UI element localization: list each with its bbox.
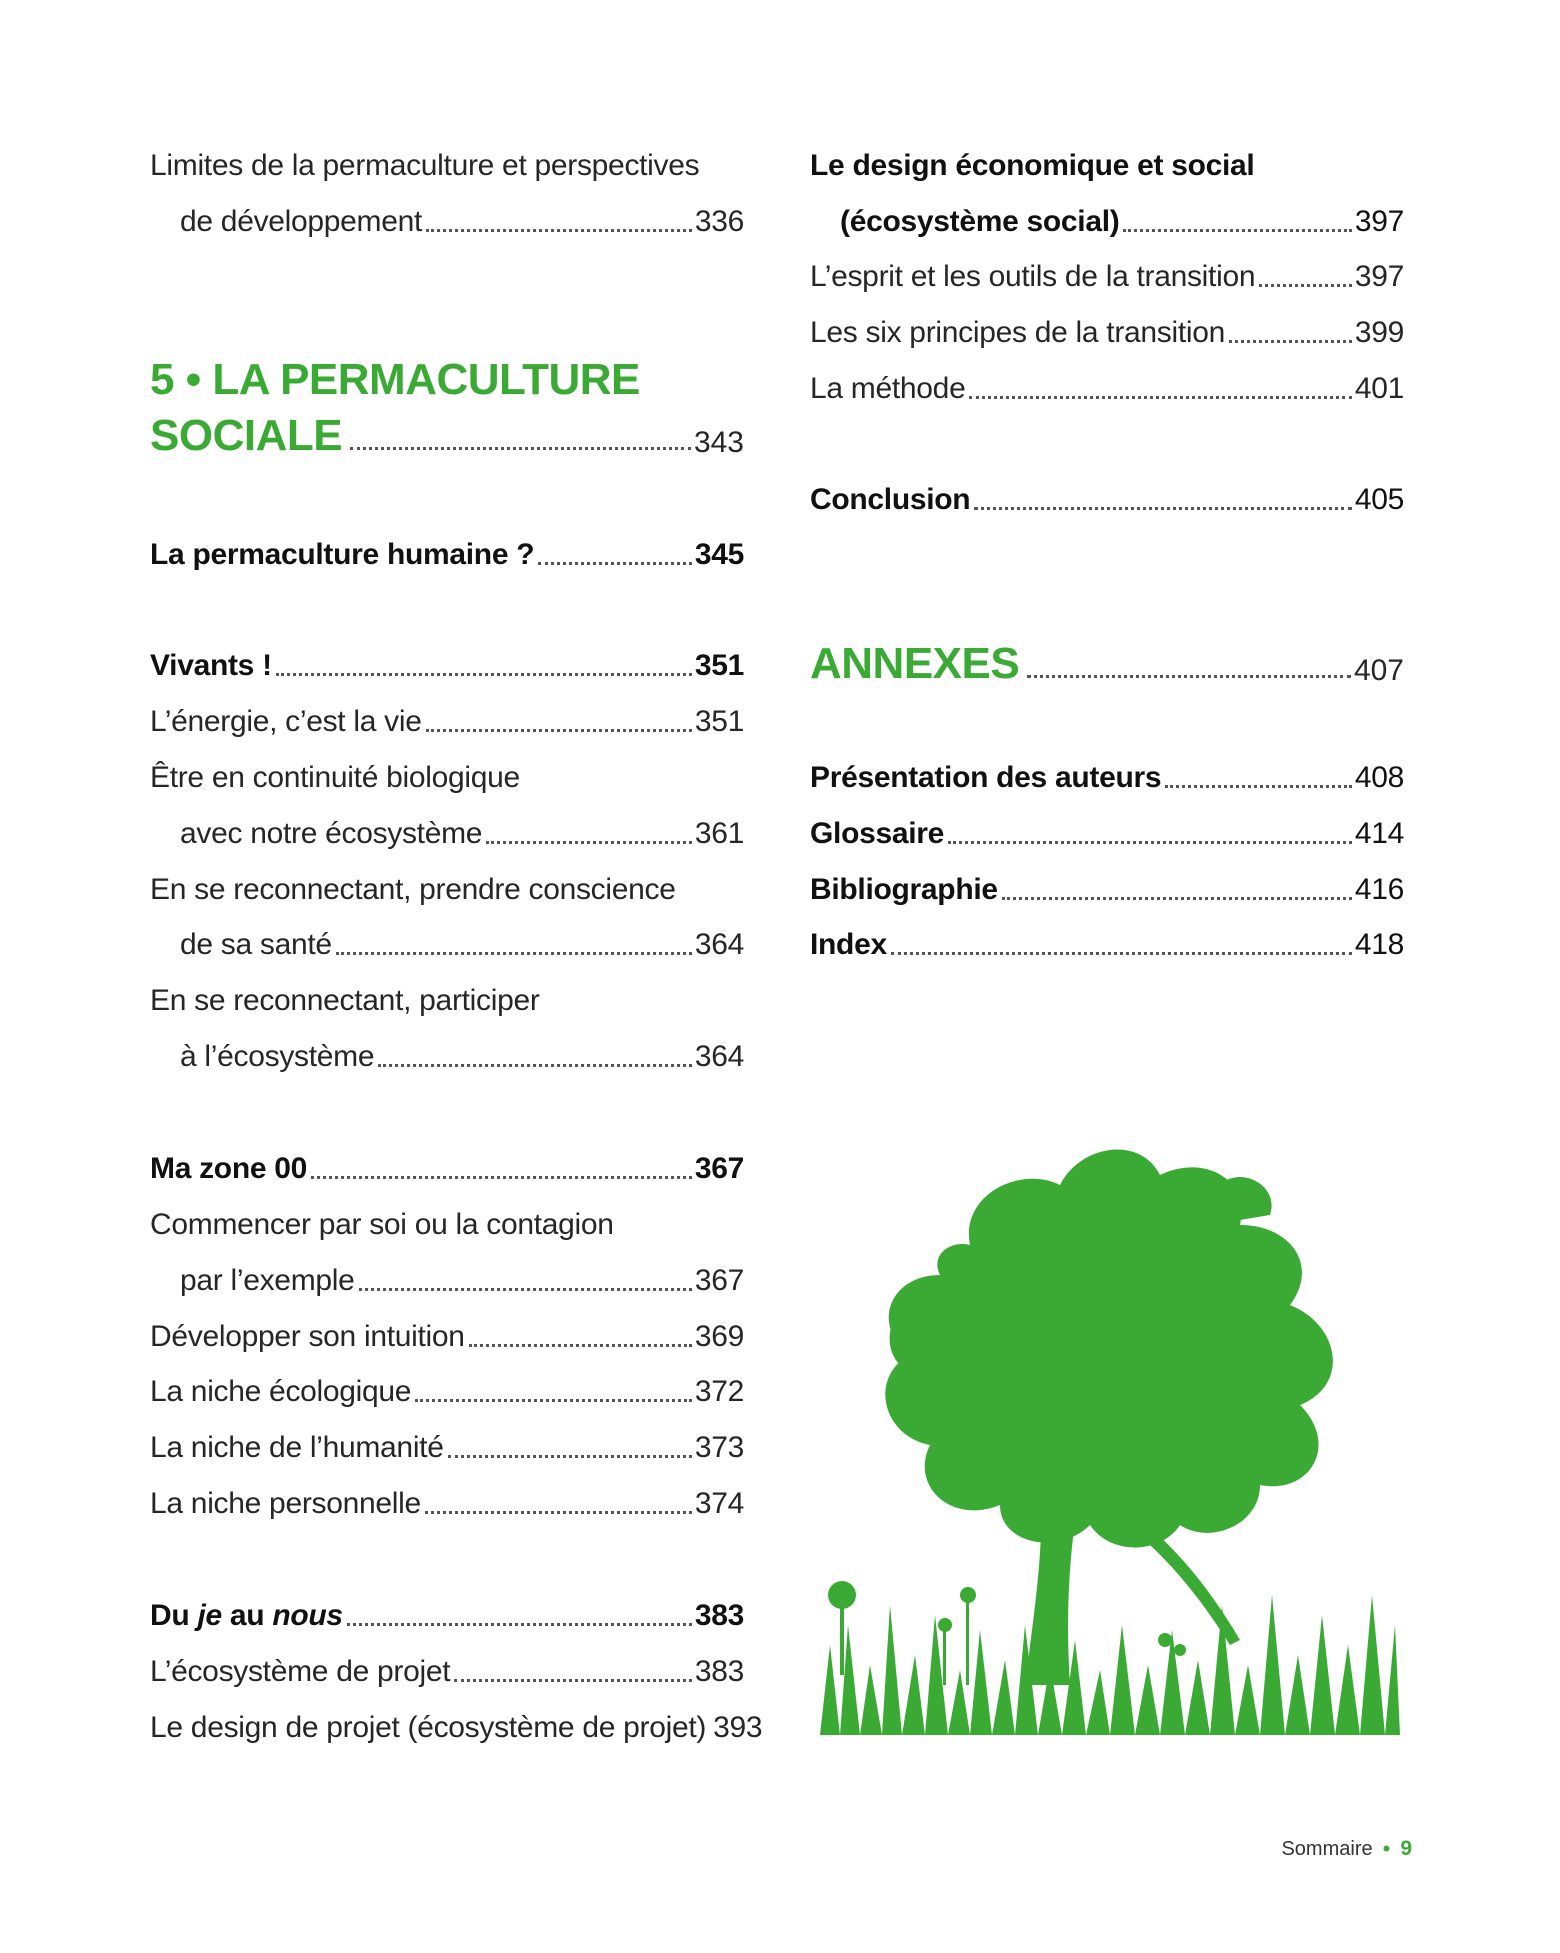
toc-section-title: Le design économique et social <box>810 149 1255 182</box>
page-footer <box>1281 1836 1412 1862</box>
toc-section-title: La permaculture humaine ? <box>150 538 535 571</box>
toc-entry[interactable] <box>150 1361 744 1411</box>
page-number: 351 <box>694 705 744 738</box>
toc-entry-title: par l’exemple <box>180 1264 355 1297</box>
toc-entry[interactable] <box>150 1641 744 1691</box>
toc-entry-title: Commencer par soi ou la contagion <box>150 1208 614 1241</box>
tree-silhouette-icon <box>820 1125 1400 1735</box>
leader-dots <box>1027 675 1351 678</box>
chapter-title-line[interactable] <box>150 408 744 464</box>
page-number: 407 <box>1353 654 1404 687</box>
toc-entry-title: Développer son intuition <box>150 1320 465 1353</box>
title-part: Du <box>150 1599 198 1632</box>
page-number: 364 <box>694 1040 744 1073</box>
toc-section-title: Vivants ! <box>150 649 272 682</box>
page-number: 345 <box>694 538 744 571</box>
footer-label: Sommaire <box>1281 1837 1373 1860</box>
leader-dots <box>426 229 692 232</box>
leader-dots <box>359 1288 692 1291</box>
toc-section[interactable] <box>150 1585 744 1635</box>
leader-dots <box>415 1399 692 1402</box>
toc-entry[interactable] <box>180 1026 744 1076</box>
chapter-title: 5 • LA PERMACULTURE <box>150 355 640 404</box>
leader-dots <box>425 1511 692 1514</box>
leader-dots <box>486 841 692 844</box>
page-number: 369 <box>694 1320 744 1353</box>
toc-entry-title: avec notre écosystème <box>180 817 483 850</box>
toc-entry[interactable] <box>180 1250 744 1300</box>
page-number: 397 <box>1354 205 1404 238</box>
leader-dots <box>378 1064 692 1067</box>
toc-entry[interactable] <box>150 970 744 1020</box>
toc-entry-title: de développement <box>180 205 423 238</box>
toc-entry-title: Être en continuité biologique <box>150 761 520 794</box>
leader-dots <box>891 952 1352 955</box>
page-number: 364 <box>694 928 744 961</box>
toc-entry-title: Le design de projet (écosystème de projet) <box>150 1711 707 1744</box>
toc-entry-title: L’écosystème de projet <box>150 1655 451 1688</box>
toc-entry-title: à l’écosystème <box>180 1040 375 1073</box>
page-number: 372 <box>694 1375 744 1408</box>
leader-dots <box>538 562 692 565</box>
toc-entry-title: La niche personnelle <box>150 1487 421 1520</box>
page-number: 367 <box>694 1264 744 1297</box>
leader-dots <box>948 841 1352 844</box>
toc-section[interactable] <box>150 1138 744 1188</box>
page-number: 405 <box>1354 483 1404 516</box>
page-number: 343 <box>693 426 744 459</box>
footer-page-number: 9 <box>1400 1837 1412 1860</box>
chapter-title: ANNEXES <box>810 639 1020 688</box>
toc-entry[interactable] <box>150 691 744 741</box>
toc-entry-title: La niche écologique <box>150 1375 412 1408</box>
toc-entry-title: L’esprit et les outils de la transition <box>810 260 1256 293</box>
page-number: 351 <box>694 649 744 682</box>
toc-section[interactable] <box>810 914 1404 964</box>
toc-entry[interactable] <box>810 302 1404 352</box>
leader-dots <box>1229 340 1352 343</box>
toc-entry[interactable] <box>180 803 744 853</box>
leader-dots <box>350 447 691 450</box>
toc-entry-title: La méthode <box>810 372 966 405</box>
toc-section-title: Index <box>810 928 887 961</box>
toc-section[interactable] <box>150 635 744 685</box>
title-part-italic: nous <box>272 1599 343 1632</box>
page-number: 418 <box>1354 928 1404 961</box>
page-number: 367 <box>694 1152 744 1185</box>
toc-section[interactable] <box>810 469 1404 519</box>
toc-section[interactable] <box>810 747 1404 797</box>
toc-entry[interactable] <box>810 246 1404 296</box>
leader-dots <box>347 1623 692 1626</box>
title-part-italic: je <box>197 1599 222 1632</box>
toc-entry-title: Limites de la permaculture et perspectives <box>150 149 700 182</box>
leader-dots <box>1123 229 1351 232</box>
page-number: 374 <box>694 1487 744 1520</box>
page-number: 336 <box>694 205 744 238</box>
toc-entry[interactable] <box>150 747 744 797</box>
toc-entry-title: de sa santé <box>180 928 332 961</box>
leader-dots <box>969 396 1351 399</box>
toc-entry[interactable] <box>150 859 744 909</box>
page-number: 408 <box>1354 761 1404 794</box>
toc-entry-title: En se reconnectant, participer <box>150 984 540 1017</box>
toc-entry[interactable] <box>150 1194 744 1244</box>
page-number: 414 <box>1354 817 1404 850</box>
toc-entry[interactable] <box>180 191 744 241</box>
leader-dots <box>454 1679 692 1682</box>
toc-section[interactable] <box>810 859 1404 909</box>
toc-entry[interactable] <box>150 135 744 185</box>
toc-section[interactable] <box>840 191 1404 241</box>
leader-dots <box>1002 897 1352 900</box>
page-number: 399 <box>1354 316 1404 349</box>
page-number: 383 <box>694 1655 744 1688</box>
footer-separator: • <box>1382 1836 1391 1861</box>
page-number: 401 <box>1354 372 1404 405</box>
toc-section[interactable] <box>150 524 744 574</box>
page-number: 361 <box>694 817 744 850</box>
toc-section[interactable] <box>810 135 1404 185</box>
leader-dots <box>336 952 692 955</box>
leader-dots <box>426 729 692 732</box>
leader-dots <box>1259 284 1352 287</box>
leader-dots <box>974 507 1352 510</box>
chapter-title: SOCIALE <box>150 411 343 460</box>
toc-section-title <box>150 1597 343 1635</box>
toc-entry[interactable] <box>150 1473 744 1523</box>
leader-dots <box>448 1455 692 1458</box>
page-number: 416 <box>1354 873 1404 906</box>
toc-section-title: Glossaire <box>810 817 945 850</box>
toc-entry[interactable] <box>150 1306 744 1356</box>
toc-entry[interactable] <box>810 358 1404 408</box>
chapter-title-line[interactable] <box>810 636 1404 692</box>
page-number: 373 <box>694 1431 744 1464</box>
toc-entry-title: L’énergie, c’est la vie <box>150 705 422 738</box>
page-number: 397 <box>1354 260 1404 293</box>
toc-section[interactable] <box>810 803 1404 853</box>
leader-dots <box>1165 785 1352 788</box>
leader-dots <box>311 1176 692 1179</box>
toc-entry-title: En se reconnectant, prendre conscience <box>150 873 676 906</box>
title-part: au <box>221 1599 273 1632</box>
toc-entry[interactable] <box>150 1417 744 1467</box>
leader-dots <box>276 673 692 676</box>
leader-dots <box>469 1344 692 1347</box>
toc-section-title: Bibliographie <box>810 873 998 906</box>
page-number: 383 <box>694 1599 744 1632</box>
toc-entry[interactable] <box>180 914 744 964</box>
toc-entry-title: La niche de l’humanité <box>150 1431 444 1464</box>
toc-entry[interactable] <box>150 1697 763 1747</box>
toc-section-title: (écosystème social) <box>840 205 1120 238</box>
page-number: 393 <box>713 1711 763 1744</box>
toc-section-title: Ma zone 00 <box>150 1152 308 1185</box>
toc-section-title: Conclusion <box>810 483 971 516</box>
toc-section-title: Présentation des auteurs <box>810 761 1162 794</box>
toc-entry-title: Les six principes de la transition <box>810 316 1226 349</box>
